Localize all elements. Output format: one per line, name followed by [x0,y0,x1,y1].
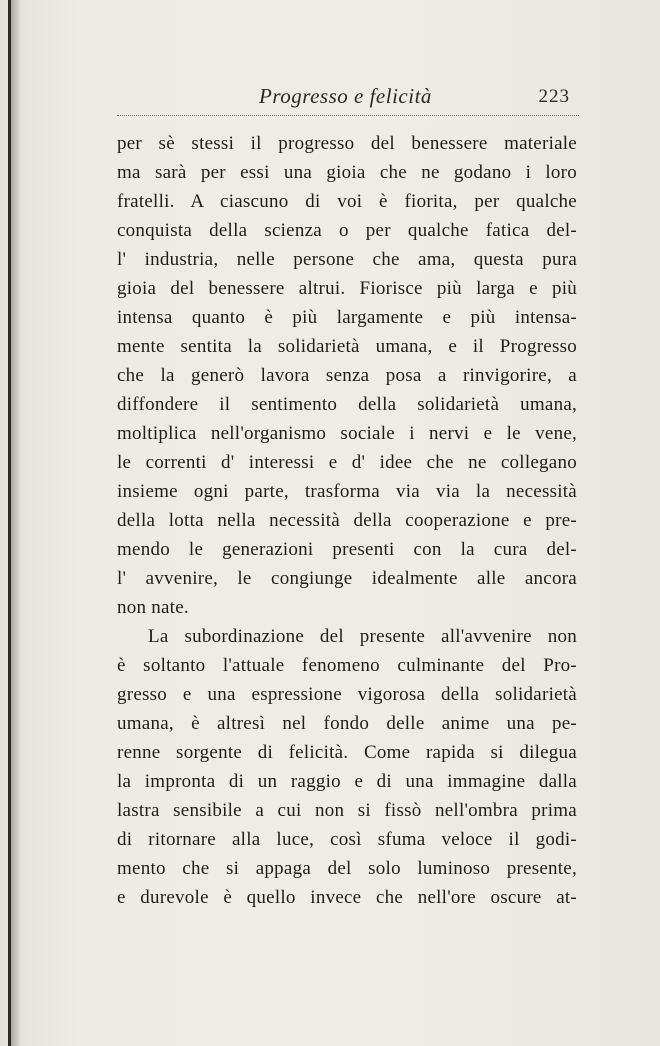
text-line: mento che si appaga del solo luminoso presente, [117,858,577,879]
text-line: di ritornare alla luce, così sfuma veloce il godi- [117,829,577,850]
text-line: umana, è altresì nel fondo delle anime una pe- [117,713,577,734]
text-line: mente sentita la solidarietà umana, e il Progresso [117,336,577,357]
text-line: diffondere il sentimento della solidarietà umana, [117,394,577,415]
text-line: le correnti d' interessi e d' idee che ne collegano [117,452,577,473]
header-rule [117,115,579,116]
running-head [117,80,572,114]
text-line: non nate. [117,597,189,618]
text-line: moltiplica nell'organismo sociale i nervi e le vene, [117,423,577,444]
paragraph [117,622,577,912]
body-text [117,129,577,912]
text-line: l' industria, nelle persone che ama, questa pura [117,249,577,270]
text-line: è soltanto l'attuale fenomeno culminante del Pro- [117,655,577,676]
text-line: renne sorgente di felicità. Come rapida si dilegua [117,742,577,763]
page-number: 223 [538,86,570,107]
text-line: per sè stessi il progresso del benessere materiale [117,133,577,154]
text-line: La subordinazione del presente all'avvenire non [148,626,577,647]
binding-shadow [11,0,21,1046]
text-line: mendo le generazioni presenti con la cura del- [117,539,577,560]
text-line: della lotta nella necessità della cooperazione e pre- [117,510,577,531]
text-line: insieme ogni parte, trasforma via via la necessità [117,481,577,502]
text-line: gioia del benessere altrui. Fiorisce più larga e più [117,278,577,299]
text-line: intensa quanto è più largamente e più intensa- [117,307,577,328]
text-line: conquista della scienza o per qualche fatica del- [117,220,577,241]
text-line: l' avvenire, le congiunge idealmente alle ancora [117,568,577,589]
running-title: Progresso e felicità [259,84,432,108]
text-line: fratelli. A ciascuno di voi è fiorita, per qualche [117,191,577,212]
text-line: lastra sensibile a cui non si fissò nell'ombra prima [117,800,577,821]
paragraph [117,129,577,622]
text-line: che la generò lavora senza posa a rinvigorire, a [117,365,577,386]
text-line: ma sarà per essi una gioia che ne godano i loro [117,162,577,183]
text-line: gresso e una espressione vigorosa della solidarietà [117,684,577,705]
text-line: e durevole è quello invece che nell'ore oscure at- [117,887,577,908]
text-line: la impronta di un raggio e di una immagine dalla [117,771,577,792]
